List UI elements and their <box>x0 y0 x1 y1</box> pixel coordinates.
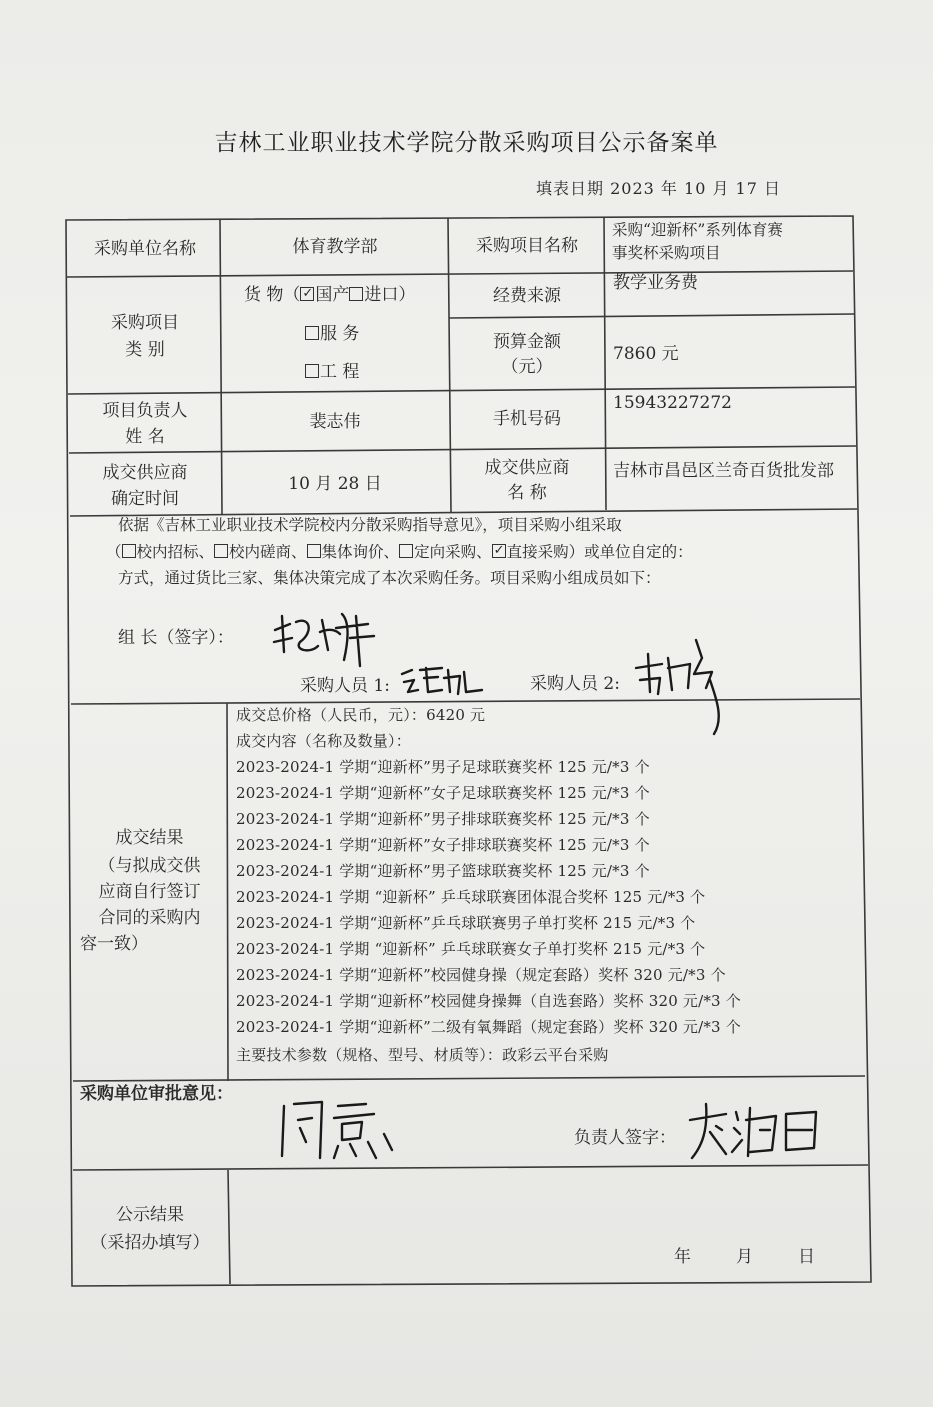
purchase-unit-label: 采购单位名称 <box>94 239 196 259</box>
result-label-line3: 应商自行签订 <box>98 882 201 902</box>
project-name-value-line2: 事奖杯采购项目 <box>612 244 721 262</box>
form-title: 吉林工业职业技术学院分散采购项目公示备案单 <box>214 130 719 156</box>
phone-label: 手机号码 <box>493 409 561 429</box>
buyer1-label: 采购人员 1: <box>300 676 390 696</box>
total-price: 成交总价格（人民币，元）：6420 元 <box>236 706 486 724</box>
phone-value: 15943227272 <box>613 393 732 413</box>
fill-date: 填表日期 2023 年 10 月 17 日 <box>536 179 781 198</box>
budget-label-line2: （元） <box>501 357 553 377</box>
engineering-checkbox <box>305 364 319 378</box>
deal-time-label-line1: 成交供应商 <box>102 463 188 483</box>
result-item: 2023-2024-1 学期“迎新杯”二级有氧舞蹈（规定套路）奖杯 320 元/*3 个 <box>236 1018 741 1036</box>
approval-signature <box>686 1100 846 1164</box>
group-leader-sign-label: 组 长（签字）： <box>118 628 234 648</box>
option-directed-purchase-checkbox <box>399 544 413 558</box>
leader-label-line2: 姓 名 <box>125 427 165 447</box>
tech-params: 主要技术参数（规格、型号、材质等）：政彩云平台采购 <box>236 1046 609 1064</box>
engineering-label: 工 程 <box>320 362 360 382</box>
result-item: 2023-2024-1 学期“迎新杯”男子篮球联赛奖杯 125 元/*3 个 <box>236 862 650 880</box>
deal-time-value: 10 月 28 日 <box>288 474 382 494</box>
publicity-label-line1: 公示结果 <box>116 1205 184 1225</box>
publicity-month: 月 <box>736 1247 753 1267</box>
leader-label-line1: 项目负责人 <box>102 401 188 421</box>
budget-label-line1: 预算金额 <box>493 332 561 352</box>
buyer2-label: 采购人员 2: <box>530 674 620 694</box>
option-campus-bidding-checkbox <box>122 544 136 558</box>
category-goods <box>244 284 415 306</box>
result-item: 2023-2024-1 学期“迎新杯”校园健身操舞（自选套路）奖杯 320 元/*3 个 <box>236 992 741 1010</box>
basis-line2: （ 校内招标、 校内磋商、 集体询价、 定向采购、✓ 直接采购）或单位自定的： <box>106 541 693 563</box>
category-engineering <box>305 361 359 383</box>
leader-name-value: 裴志伟 <box>309 412 361 432</box>
budget-value: 7860 元 <box>613 344 679 364</box>
result-item: 2023-2024-1 学期“迎新杯”男子排球联赛奖杯 125 元/*3 个 <box>236 810 650 828</box>
result-label-line5: 容一致） <box>80 934 148 954</box>
goods-domestic-checkbox <box>300 287 314 301</box>
category-label-line1: 采购项目 <box>111 313 179 333</box>
purchase-unit-value: 体育教学部 <box>292 237 378 257</box>
goods-import-label: 进口） <box>364 285 416 305</box>
category-label-line2: 类 别 <box>125 340 165 360</box>
project-name-value-line1: 采购“迎新杯”系列体育赛 <box>612 221 783 239</box>
approval-label: 采购单位审批意见： <box>80 1084 233 1104</box>
group-leader-signature <box>270 602 390 672</box>
supplier-value: 吉林市昌邑区兰奇百货批发部 <box>613 461 834 481</box>
goods-domestic-label: 国产 <box>315 285 350 305</box>
approval-handwriting <box>276 1098 400 1164</box>
approval-signer-label: 负责人签字： <box>574 1128 676 1148</box>
result-item: 2023-2024-1 学期“迎新杯”乒乓球联赛男子单打奖杯 215 元/*3 个 <box>236 914 696 932</box>
result-label-line1: 成交结果 <box>115 828 184 848</box>
publicity-label-line2: （采招办填写） <box>90 1233 210 1253</box>
result-item: 2023-2024-1 学期 “迎新杯” 乒乓球联赛团体混合奖杯 125 元/*3 个 <box>236 888 706 906</box>
supplier-label-line2: 名 称 <box>507 483 547 503</box>
content-header: 成交内容（名称及数量）： <box>236 732 411 750</box>
deal-time-label-line2: 确定时间 <box>111 489 179 509</box>
publicity-year: 年 <box>674 1247 691 1267</box>
result-item: 2023-2024-1 学期 “迎新杯” 乒乓球联赛女子单打奖杯 215 元/*3 个 <box>236 940 706 958</box>
buyer2-signature <box>632 628 732 740</box>
goods-import-checkbox <box>349 287 363 301</box>
fund-source-value: 教学业务费 <box>613 273 698 293</box>
option-campus-negotiation-checkbox <box>214 544 228 558</box>
fund-source-label: 经费来源 <box>493 286 561 306</box>
result-item: 2023-2024-1 学期“迎新杯”校园健身操（规定套路）奖杯 320 元/*3 个 <box>236 966 726 984</box>
option-direct-purchase-checkbox <box>492 544 506 558</box>
result-item: 2023-2024-1 学期“迎新杯”女子排球联赛奖杯 125 元/*3 个 <box>236 836 650 854</box>
result-label-line2: （与拟成交供 <box>98 856 201 876</box>
service-checkbox <box>305 326 319 340</box>
option-collective-inquiry-checkbox <box>307 544 321 558</box>
result-item: 2023-2024-1 学期“迎新杯”男子足球联赛奖杯 125 元/*3 个 <box>236 758 650 776</box>
publicity-day: 日 <box>798 1247 815 1267</box>
basis-line3: 方式，通过货比三家、集体决策完成了本次采购任务。项目采购小组成员如下： <box>118 569 661 587</box>
supplier-label-line1: 成交供应商 <box>484 458 570 478</box>
basis-line1: 依据《吉林工业职业技术学院校内分散采购指导意见》，项目采购小组采取 <box>118 516 622 534</box>
buyer1-signature <box>398 660 488 700</box>
project-name-label: 采购项目名称 <box>476 236 578 256</box>
result-item: 2023-2024-1 学期“迎新杯”女子足球联赛奖杯 125 元/*3 个 <box>236 784 650 802</box>
service-label: 服 务 <box>320 324 360 344</box>
goods-label: 货 物（ <box>244 285 301 305</box>
result-label-line4: 合同的采购内 <box>98 908 201 928</box>
category-service <box>305 323 359 345</box>
